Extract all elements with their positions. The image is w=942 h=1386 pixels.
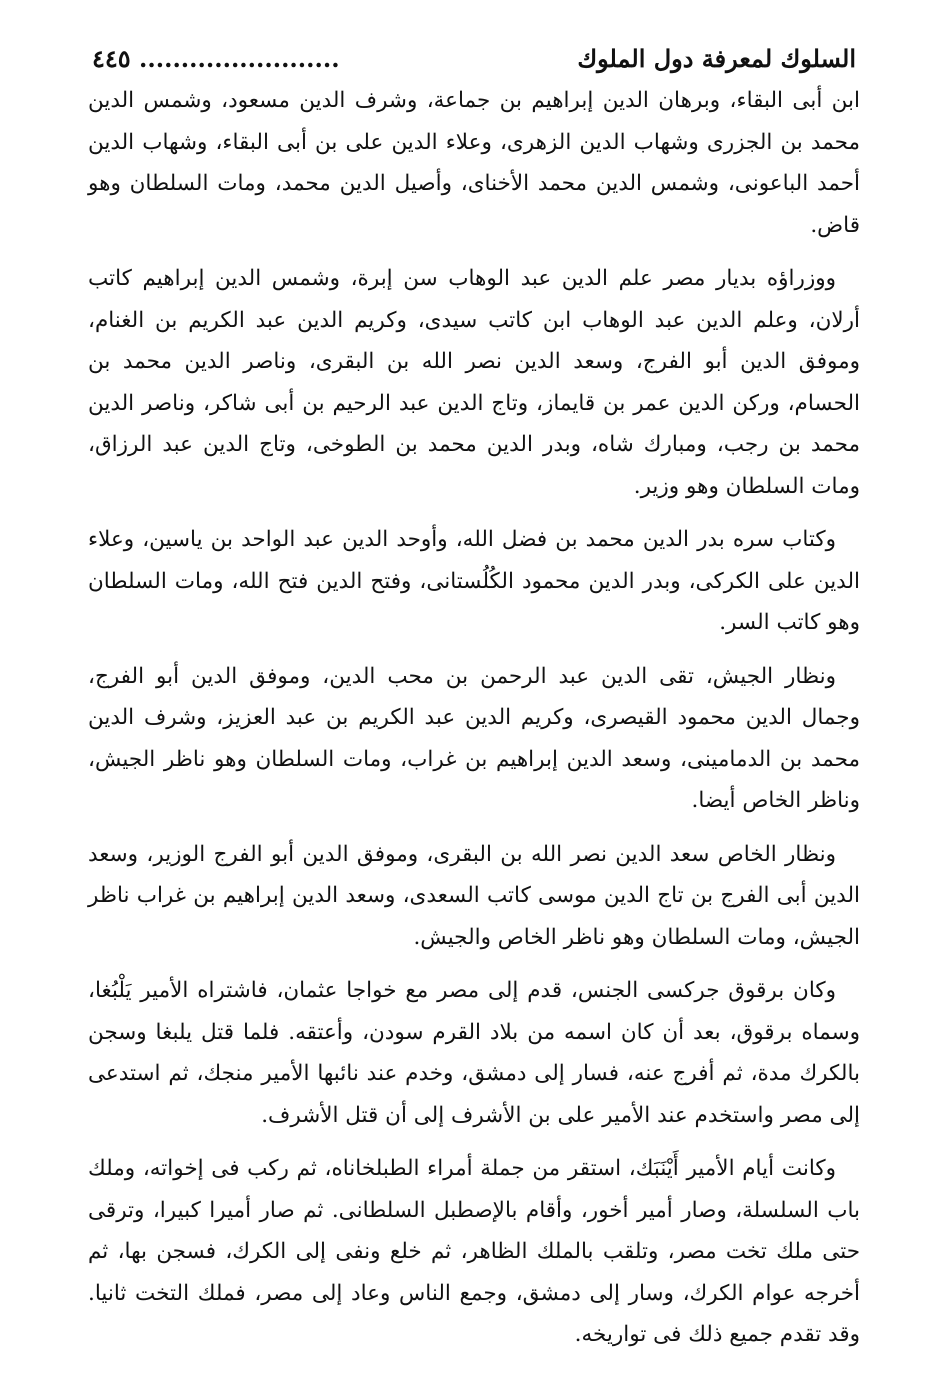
leader-dots: ........................ xyxy=(130,44,340,73)
paragraph-privy-supervisors: ونظار الخاص سعد الدين نصر الله بن البقرى، وموفق الدين أبو الفرج الوزير، وسعد الدين أبى الفرج بن تاج الدين موسى كاتب السعدى، وسعد الدين إبراهيم بن غراب ناظر الجيش، ومات السلطان وهو ناظر الخاص والجيش. xyxy=(88,841,860,950)
paragraph-army-supervisors: ونظار الجيش، تقى الدين عبد الرحمن بن محب الدين، وموفق الدين أبو الفرج، وجمال الدين محمود القيصرى، وكريم الدين عبد الكريم بن عبد العزيز، وشرف الدين محمد بن الدمامينى، وسعد الدين إبراهيم بن غراب، ومات السلطان وهو ناظر الجيش، وناظر الخاص أيضا. xyxy=(88,663,860,813)
paragraph-barquq-rise: وكانت أيام الأمير أَيْنَبَك، استقر من جملة أمراء الطبلخاناه، ثم ركب فى إخواته، وملك باب السلسلة، وصار أمير أخور، وأقام بالإصطبل السلطانى. ثم صار أميرا كبيرا، وترقى حتى ملك تخت مصر، وتلقب بالملك الظاهر، ثم خلع ونفى إلى الكرك، فسجن بها، ثم أخرجه عوام الكرك، وسار إلى دمشق، وجمع الناس وعاد إلى مصر، فملك التخت ثانيا. وقد تقدم جميع ذلك فى تواريخه. xyxy=(88,1156,860,1347)
book-title: السلوك لمعرفة دول الملوك xyxy=(577,44,856,73)
page-number xyxy=(92,40,340,78)
page-number-value: ٤٤٥ xyxy=(92,44,131,73)
paragraph-continuation: ابن أبى البقاء، وبرهان الدين إبراهيم بن جماعة، وشرف الدين مسعود، وشمس الدين محمد بن الجزرى وشهاب الدين الزهرى، وعلاء الدين على بن أبى البقاء، وشهاب الدين أحمد الباعونى، وشمس الدين محمد الأخناى، وأصيل الدين محمد، ومات السلطان وهو قاض. xyxy=(88,88,860,238)
running-header xyxy=(88,40,860,80)
paragraph-viziers: ووزراؤه بديار مصر علم الدين عبد الوهاب سن إبرة، وشمس الدين إبراهيم كاتب أرلان، وعلم الدين عبد الوهاب ابن كاتب سيدى، وكريم الدين عبد الكريم بن الغنام، وموفق الدين أبو الفرج، وسعد الدين نصر الله بن البقرى، وناصر الدين محمد بن الحسام، وركن الدين عمر بن قايماز، وتاج الدين عبد الرحيم بن أبى شاكر، وناصر الدين محمد بن رجب، ومبارك شاه، وبدر الدين محمد بن الطوخى، وتاج الدين عبد الرزاق، ومات السلطان وهو وزير. xyxy=(88,266,860,499)
book-page xyxy=(88,40,860,1368)
paragraph-secretaries: وكتاب سره بدر الدين محمد بن فضل الله، وأوحد الدين عبد الواحد بن ياسين، وعلاء الدين على الكركى، وبدر الدين محمود الكُلُستانى، وفتح الدين فتح الله، ومات السلطان وهو كاتب السر. xyxy=(88,527,860,635)
paragraph-barquq-origin: وكان برقوق جركسى الجنس، قدم إلى مصر مع خواجا عثمان، فاشتراه الأمير يَلْبُغا، وسماه برقوق، بعد أن كان اسمه من بلاد القرم سودن، وأعتقه. فلما قتل يلبغا وسجن بالكرك مدة، ثم أفرج عنه، فسار إلى دمشق، وخدم عند نائبها الأمير منجك، ثم استدعى إلى مصر واستخدم عند الأمير على بن الأشرف إلى أن قتل الأشرف. xyxy=(88,978,860,1128)
